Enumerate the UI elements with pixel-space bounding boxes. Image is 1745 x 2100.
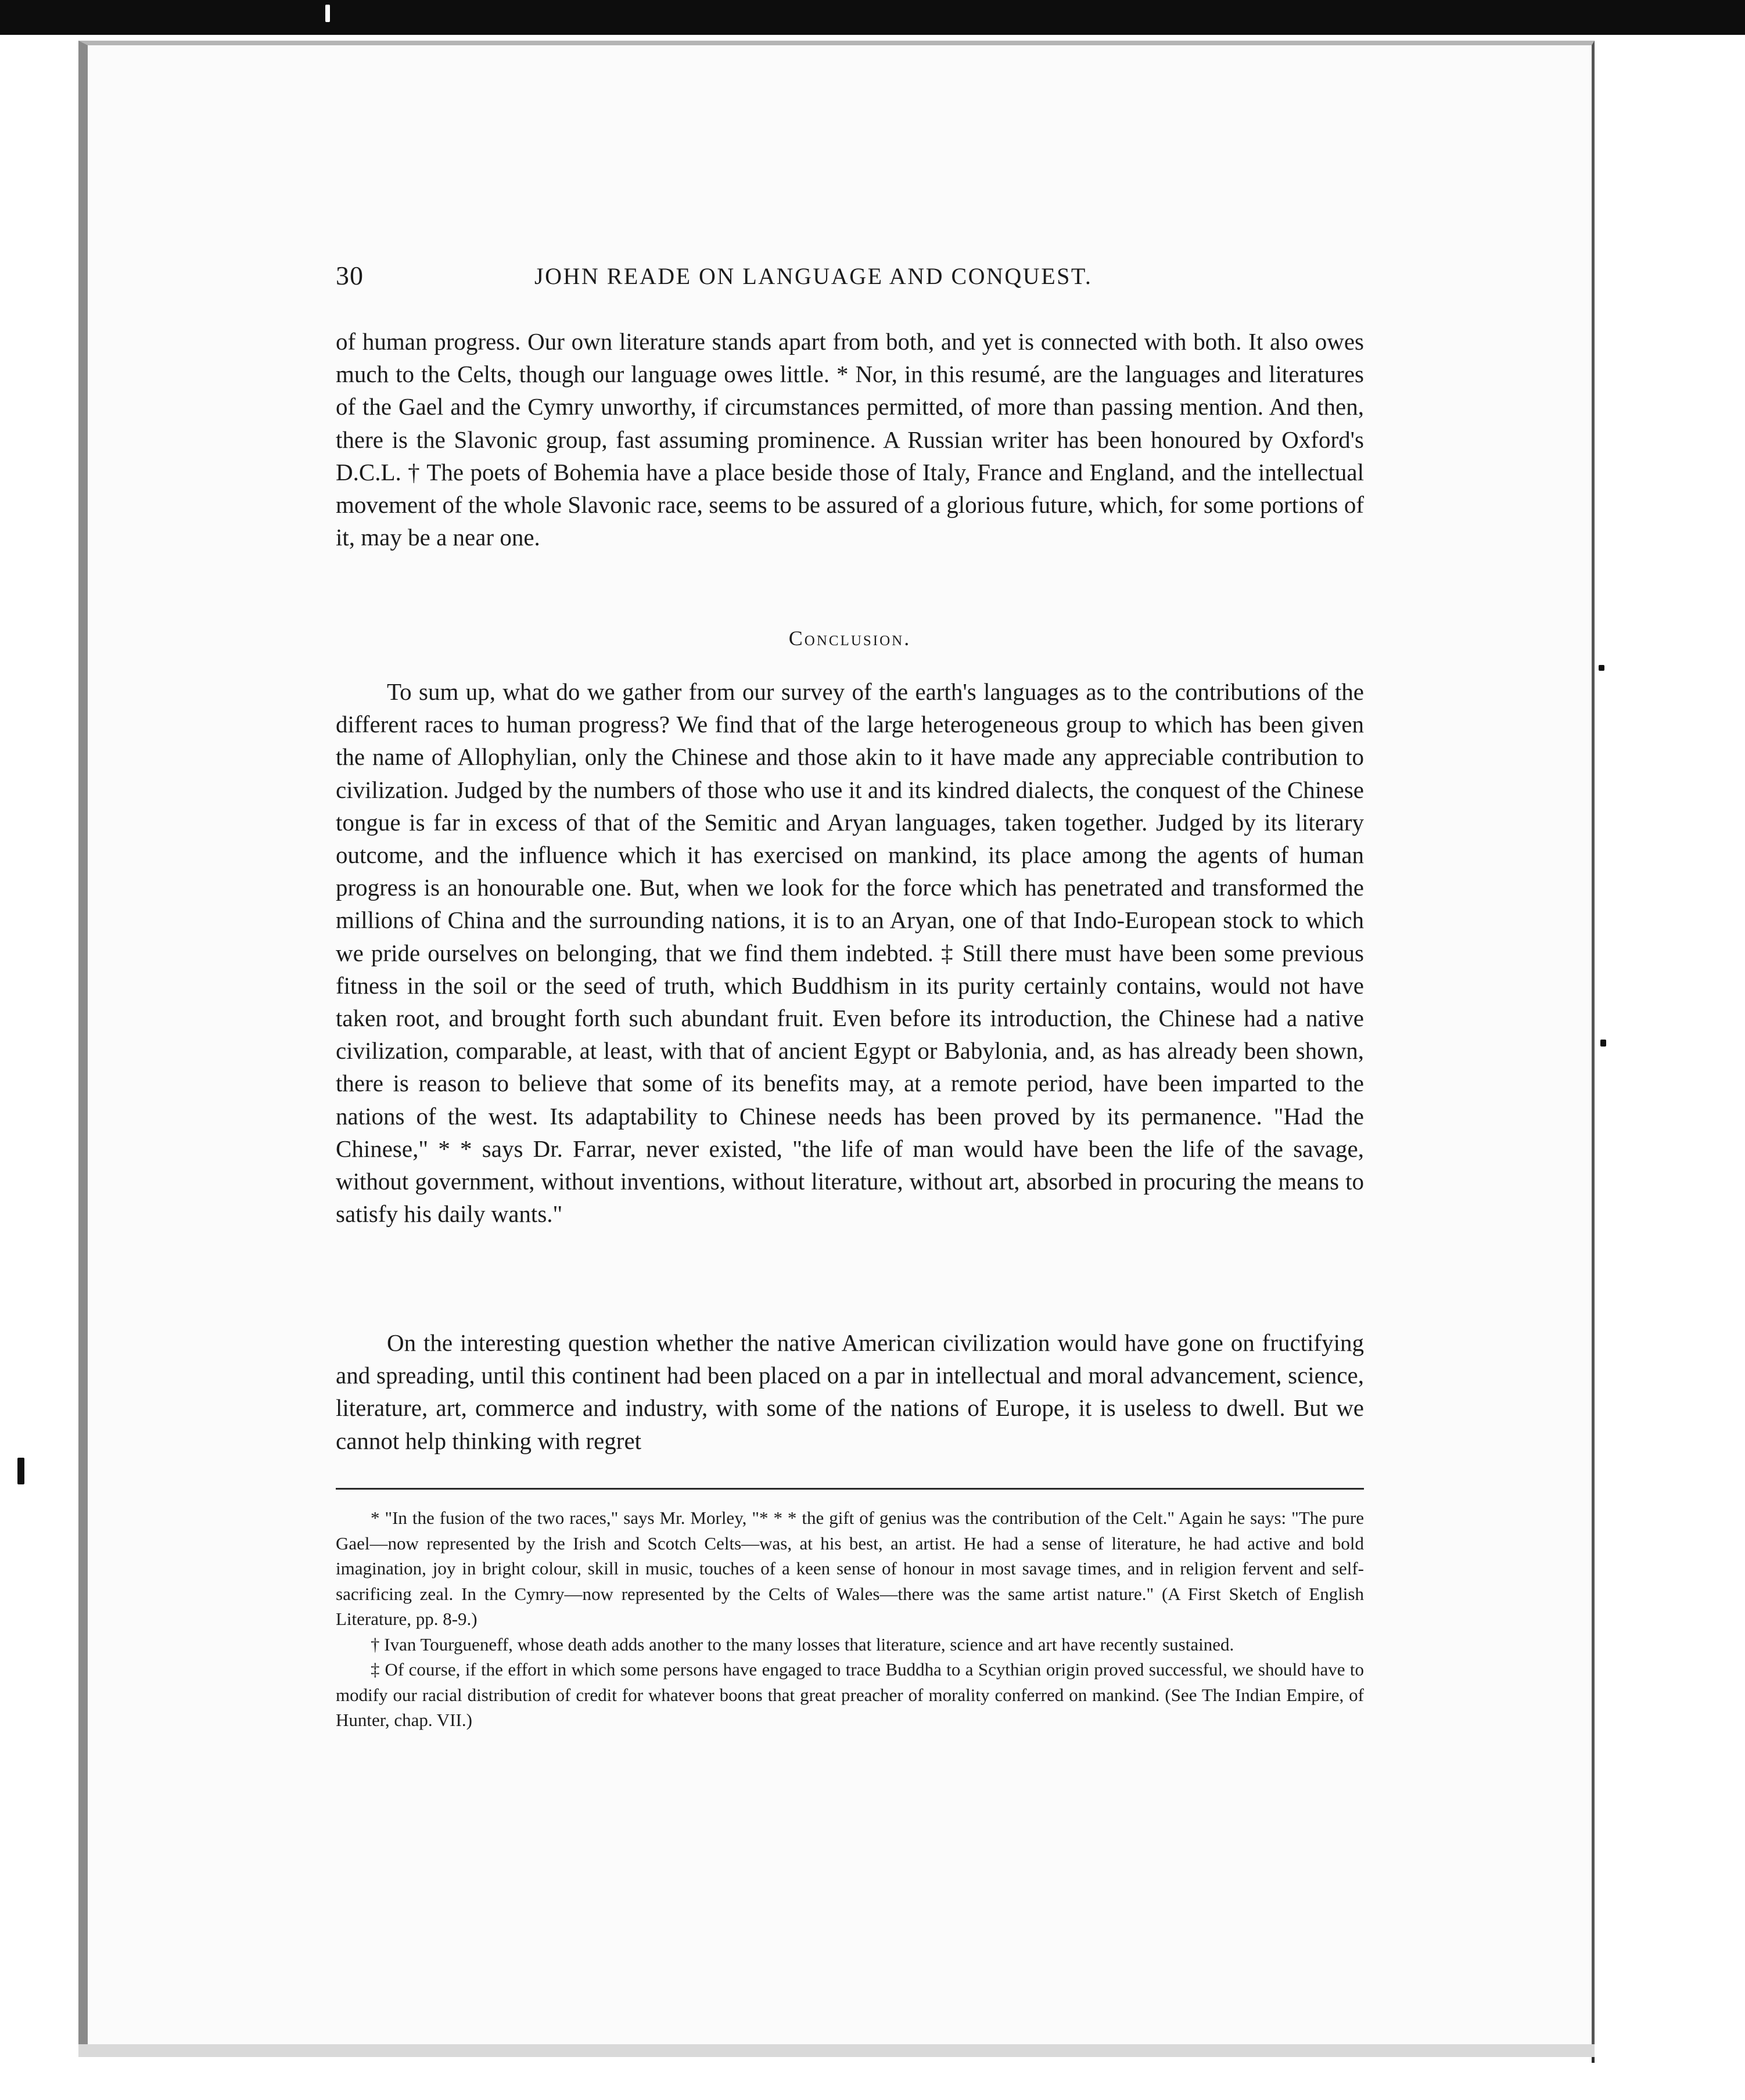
- footnote: * "In the fusion of the two races," says Mr. Morley, "* * * the gift of genius was the contribution of the Celt." Again he says: "The pure Gael—now represented by the Irish and Scotch Celts—was, at his best, an artist. He had a sense of literature, he had active and bold imagination, joy in bright colour, skill in music, touches of a keen sense of honour in most savage times, and in religion fervent and self-sacrificing zeal. In the Cymry—now represented by the Celts of Wales—there was the same artist nature." (A First Sketch of English Literature, pp. 8-9.): [336, 1508, 1364, 1629]
- page-bottom-edge: [78, 2044, 1595, 2057]
- footnote-rule: [336, 1488, 1364, 1490]
- margin-speck: [1599, 665, 1604, 671]
- scan-top-border: [0, 0, 1745, 35]
- margin-speck: [1600, 1040, 1606, 1047]
- running-head: JOHN READE ON LANGUAGE AND CONQUEST.: [534, 263, 1093, 289]
- body-paragraph: of human progress. Our own literature stands apart from both, and yet is connected with both. It also owes much to the Celts, though our language owes little. * Nor, in this resumé, are the languages and literatures of the Gael and the Cymry unworthy, if circumstances permitted, of more than passing mention. And then, there is the Slavonic group, fast assuming prominence. A Russian writer has been honoured by Oxford's D.C.L. † The poets of Bohemia have a place beside those of Italy, France and England, and the intellectual movement of the whole Slavonic race, seems to be assured of a glorious future, which, for some portions of it, may be a near one.: [336, 328, 1364, 551]
- footnote: ‡ Of course, if the effort in which some persons have engaged to trace Buddha to a Scythian origin proved successful, we should have to modify our racial distribution of credit for whatever boons that great preacher of morality conferred on mankind. (See The Indian Empire, of Hunter, chap. VII.): [336, 1659, 1364, 1730]
- section-heading: Conclusion.: [788, 627, 911, 650]
- margin-speck: [325, 5, 330, 22]
- footnotes: [336, 1505, 1364, 1733]
- page-number: 30: [336, 261, 364, 290]
- body-paragraph: To sum up, what do we gather from our survey of the earth's languages as to the contributions of the different races to human progress? We find that of the large heterogeneous group to which has been given the name of Allophylian, only the Chinese and those akin to it have made any appreciable contribution to civilization. Judged by the numbers of those who use it and its kindred dialects, the conquest of the Chinese tongue is far in excess of that of the Semitic and Aryan languages, taken together. Judged by its literary outcome, and the influence which it has exercised on mankind, its place among the agents of human progress is an honourable one. But, when we look for the force which has penetrated and transformed the millions of China and the surrounding nations, it is to an Aryan, one of that Indo-European stock to which we pride ourselves on belonging, that we find them indebted. ‡ Still there must have been some previous fitness in the soil or the seed of truth, which Buddhism in its purity certainly contains, would not have taken root, and brought forth such abundant fruit. Even before its introduction, the Chinese had a native civilization, comparable, at least, with that of ancient Egypt or Babylonia, and, as has already been shown, there is reason to believe that some of its benefits may, at a remote period, have been imparted to the nations of the west. Its adaptability to Chinese needs has been proved by its permanence. "Had the Chinese," * * says Dr. Farrar, never existed, "the life of man would have been the life of the savage, without government, without inventions, without literature, without art, absorbed in procuring the means to satisfy his daily wants.": [336, 678, 1364, 1228]
- adjacent-page-edge: [1592, 48, 1745, 2063]
- margin-speck: [17, 1458, 24, 1484]
- footnote: † Ivan Tourgueneff, whose death adds another to the many losses that literature, science and art have recently sustained.: [371, 1634, 1234, 1655]
- body-paragraph: On the interesting question whether the native American civilization would have gone on fructifying and spreading, until this continent had been placed on a par in intellectual and moral advancement, science, literature, art, commerce and industry, with some of the nations of Europe, it is useless to dwell. But we cannot help thinking with regret: [336, 1329, 1364, 1454]
